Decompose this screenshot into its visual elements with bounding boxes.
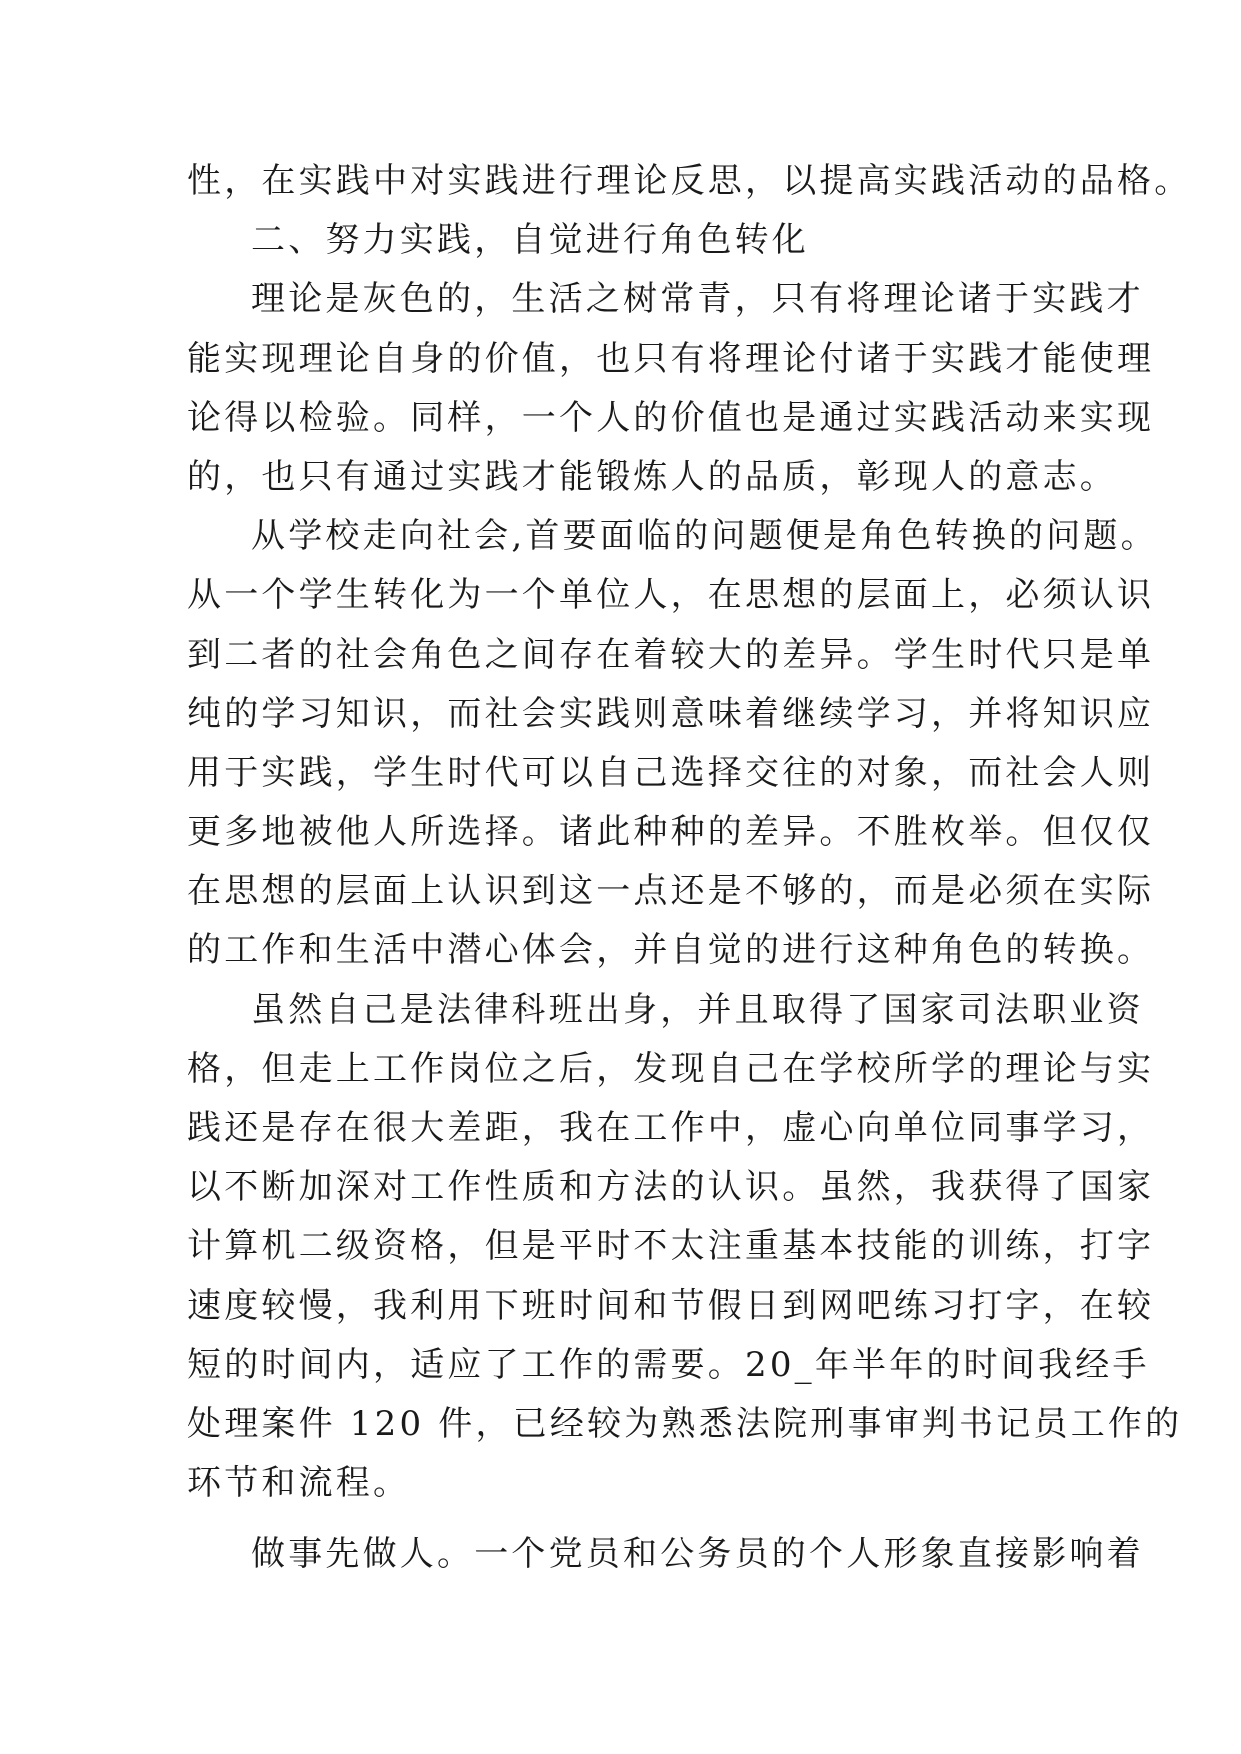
text-line: 速度较慢，我利用下班时间和节假日到网吧练习打字，在较 — [187, 1285, 1155, 1326]
text-line: 短的时间内，适应了工作的需要。20_年半年的时间我经手 — [187, 1344, 1150, 1385]
text-line: 做事先做人。一个党员和公务员的个人形象直接影响着 — [251, 1534, 1144, 1575]
paragraph-continuation — [187, 152, 1192, 211]
text-line: 更多地被他人所选择。诸此种种的差异。不胜枚举。但仅仅 — [187, 812, 1155, 853]
text-line: 从一个学生转化为一个单位人，在思想的层面上，必须认识 — [187, 575, 1155, 616]
text-line: 虽然自己是法律科班出身，并且取得了国家司法职业资 — [251, 989, 1144, 1030]
text-line: 计算机二级资格，但是平时不太注重基本技能的训练，打字 — [187, 1226, 1155, 1267]
text-line: 的工作和生活中潜心体会，并自觉的进行这种角色的转换。 — [187, 930, 1155, 971]
text-line: 格，但走上工作岗位之后，发现自己在学校所学的理论与实 — [187, 1048, 1155, 1089]
text-line: 环节和流程。 — [187, 1463, 411, 1504]
text-line: 践还是存在很大差距，我在工作中，虚心向单位同事学习， — [187, 1108, 1155, 1148]
text-line: 能实现理论自身的价值，也只有将理论付诸于实践才能使理 — [187, 338, 1155, 379]
heading-line: 二、努力实践，自觉进行角色转化 — [251, 220, 809, 261]
document-body — [187, 152, 1192, 1585]
text-line: 在思想的层面上认识到这一点还是不够的，而是必须在实际 — [187, 871, 1155, 912]
text-line: 处理案件 120 件，已经较为熟悉法院刑事审判书记员工作的 — [187, 1403, 1183, 1444]
paragraph-role-change — [187, 507, 1158, 981]
text-line: 用于实践，学生时代可以自己选择交往的对象，而社会人则 — [187, 752, 1155, 793]
paragraph-conduct — [187, 1525, 1144, 1584]
section-heading — [187, 211, 1067, 270]
paragraph-theory — [187, 270, 1155, 507]
paragraph-law-background — [187, 981, 1183, 1514]
text-line: 到二者的社会角色之间存在着较大的差异。学生时代只是单 — [187, 634, 1155, 675]
text-line: 的，也只有通过实践才能锻炼人的品质，彰现人的意志。 — [187, 456, 1117, 497]
text-line: 性，在实践中对实践进行理论反思，以提高实践活动的品格。 — [187, 161, 1192, 201]
text-line: 理论是灰色的，生活之树常青，只有将理论诸于实践才 — [251, 279, 1144, 320]
text-line: 从学校走向社会,首要面临的问题便是角色转换的问题。 — [251, 516, 1158, 557]
text-line: 以不断加深对工作性质和方法的认识。虽然，我获得了国家 — [187, 1167, 1155, 1208]
text-line: 纯的学习知识，而社会实践则意味着继续学习，并将知识应 — [187, 693, 1155, 734]
text-line: 论得以检验。同样，一个人的价值也是通过实践活动来实现 — [187, 397, 1155, 438]
